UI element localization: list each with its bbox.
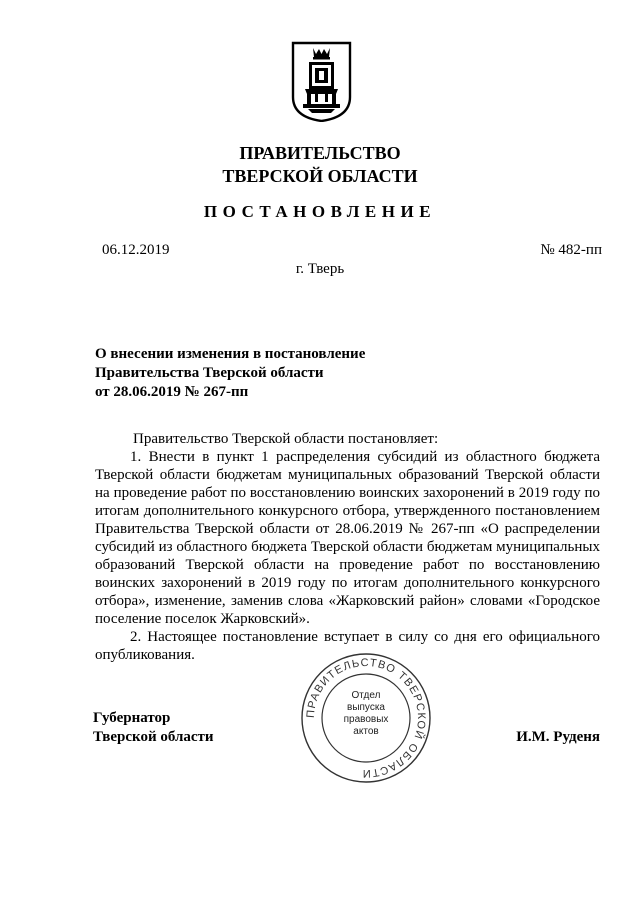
body-paragraph-2: 2. Настоящее постановление вступает в силу со дня его официального опубликования. — [95, 629, 600, 663]
stamp-line: выпуска — [347, 702, 385, 713]
subject-line: О внесении изменения в постановление — [95, 346, 366, 362]
stamp-center-text — [327, 690, 405, 738]
org-name-line2: ТВЕРСКОЙ ОБЛАСТИ — [222, 166, 418, 186]
stamp-ring-text: ПРАВИТЕЛЬСТВО ТВЕРСКОЙ ОБЛАСТИ — [304, 656, 428, 780]
stamp-line: правовых — [343, 714, 389, 725]
signatory-name: И.М. Руденя — [516, 729, 600, 745]
document-city: г. Тверь — [295, 261, 345, 277]
org-name-line1: ПРАВИТЕЛЬСТВО — [239, 143, 401, 163]
signatory-position-line2: Тверской области — [93, 729, 214, 745]
stamp-line: Отдел — [351, 690, 381, 701]
tver-coat-of-arms-icon — [291, 41, 352, 122]
document-date: 06.12.2019 — [102, 242, 170, 258]
document-type: ПОСТАНОВЛЕНИЕ — [203, 202, 437, 221]
stamp-line: актов — [353, 726, 379, 737]
document-number: № 482-пп — [540, 242, 602, 258]
subject-line: Правительства Тверской области — [95, 365, 324, 381]
body-paragraph-1: 1. Внести в пункт 1 распределения субсидий из областного бюджета Тверской области бюджетам муниципальных образований Тверской области на проведение работ по восстановлению воинских захоронений в 2019 году по итогам дополнительного конкурсного отбора, утвержденного постановлением Правительства Тверской области от 28.06.2019 № 267-пп «О распределении субсидий из областного бюджета Тверской области бюджетам муниципальных образований Тверской области на проведение работ по восстановлению воинских захоронений в 2019 году по итогам дополнительного конкурсного отбора», изменение, заменив слова «Жарковский район» словами «Городское поселение поселок Жарковский». — [95, 449, 600, 627]
body-lead: Правительство Тверской области постановляет: — [133, 431, 439, 447]
subject-line: от 28.06.2019 № 267-пп — [95, 384, 249, 400]
document-body — [95, 430, 600, 664]
signatory-position-line1: Губернатор — [93, 710, 171, 726]
document-subject — [95, 345, 365, 402]
